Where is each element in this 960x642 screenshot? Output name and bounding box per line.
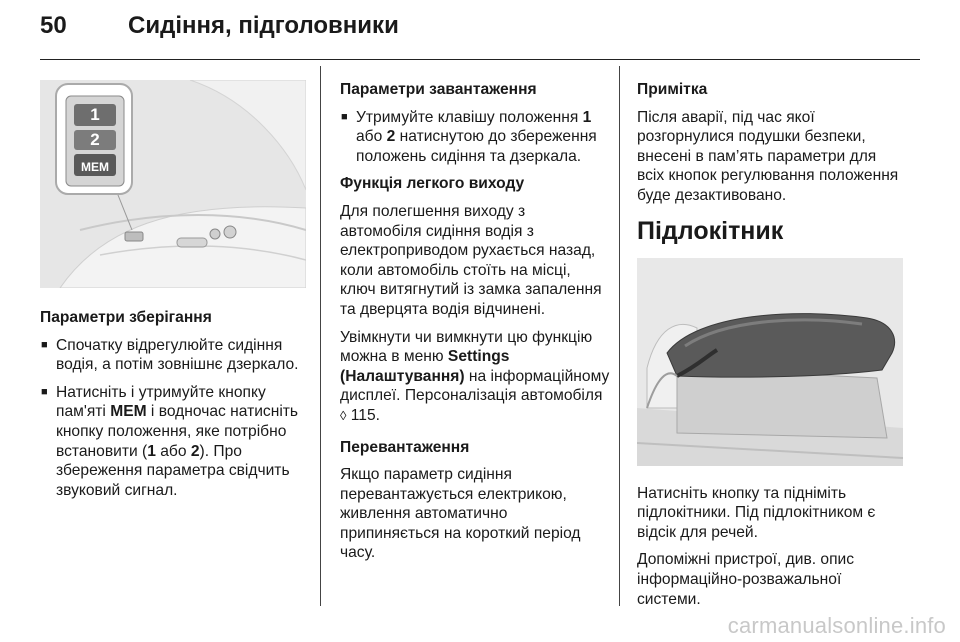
- overload-heading: Перевантаження: [340, 438, 470, 456]
- overload-text: Якщо параметр сидіння перевантажується електрикою, живлення автоматично припиняється на короткий період часу.: [340, 466, 581, 562]
- seat-memory-illustration: [40, 80, 306, 288]
- column-1: [40, 80, 312, 508]
- easy-exit-heading: Функція легкого виходу: [340, 175, 525, 193]
- memory-button-1: 1: [90, 105, 100, 124]
- note-text: Після аварії, під час якої розгорнулися подушки безпеки, внесені в пам’ять параметри для всіх кнопок регулювання положення буде дезактивовано.: [637, 108, 899, 204]
- load-heading: Параметри завантаження: [340, 81, 537, 98]
- running-title: Сидіння, підголовники: [128, 12, 399, 39]
- page-link-arrow-icon: ◊: [340, 407, 347, 423]
- column-2: [340, 80, 610, 571]
- aux-devices-text: Допоміжні пристрої, див. опис інформаційно-розважальної системи.: [637, 551, 855, 608]
- mem-button-ref: MEM: [110, 403, 147, 421]
- watermark: carmanualsonline.info: [727, 613, 946, 638]
- page-header: [40, 12, 920, 52]
- armrest-heading: Підлокітник: [637, 216, 784, 245]
- memory-button-mem: MEM: [81, 160, 109, 174]
- column-divider-2: [619, 66, 620, 606]
- column-3: [637, 80, 905, 617]
- column-divider-1: [320, 66, 321, 606]
- page-number: 50: [40, 12, 67, 39]
- list-item: ■ Спочатку відрегулюйте сидіння водія, а потім зовнішнє дзеркало.: [40, 336, 312, 375]
- load-steps: [340, 108, 610, 167]
- note-heading: Примітка: [637, 81, 708, 98]
- armrest-text: Натисніть кнопку та підніміть підлокітники. Під підлокітником є відсік для речей.: [637, 484, 876, 541]
- list-item: ■ Утримуйте клавішу положення 1 або 2 натиснутою до збереження положень сидіння та дзеркала.: [340, 108, 610, 167]
- easy-exit-text: Для полегшення виходу з автомобіля сидіння водія з електроприводом рухається назад, коли автомобіль стоїть на місці, ключ витягнутий із замка запалення та дверцята водія відчинені.: [340, 202, 602, 318]
- settings-paragraph: Увімкнути чи вимкнути цю функцію можна в меню Settings (Налаштування) на інформаційному дисплеї. Персоналізація автомобіля ◊ 115.: [340, 328, 610, 424]
- memory-button-2: 2: [90, 130, 100, 149]
- page-reference[interactable]: 115.: [346, 406, 380, 424]
- list-item: ■ Натисніть і утримуйте кнопку пам'яті MEM і водночас натисніть кнопку положення, яке потрібно встановити (1 або 2). Про збереження параметра свідчить звуковий сигнал.: [40, 383, 312, 501]
- armrest-illustration: [637, 258, 903, 466]
- storage-heading: Параметри зберігання: [40, 309, 212, 326]
- storage-steps: [40, 336, 312, 501]
- header-rule: [40, 59, 920, 60]
- settings-menu-ref: Settings (Налаштування): [340, 348, 510, 385]
